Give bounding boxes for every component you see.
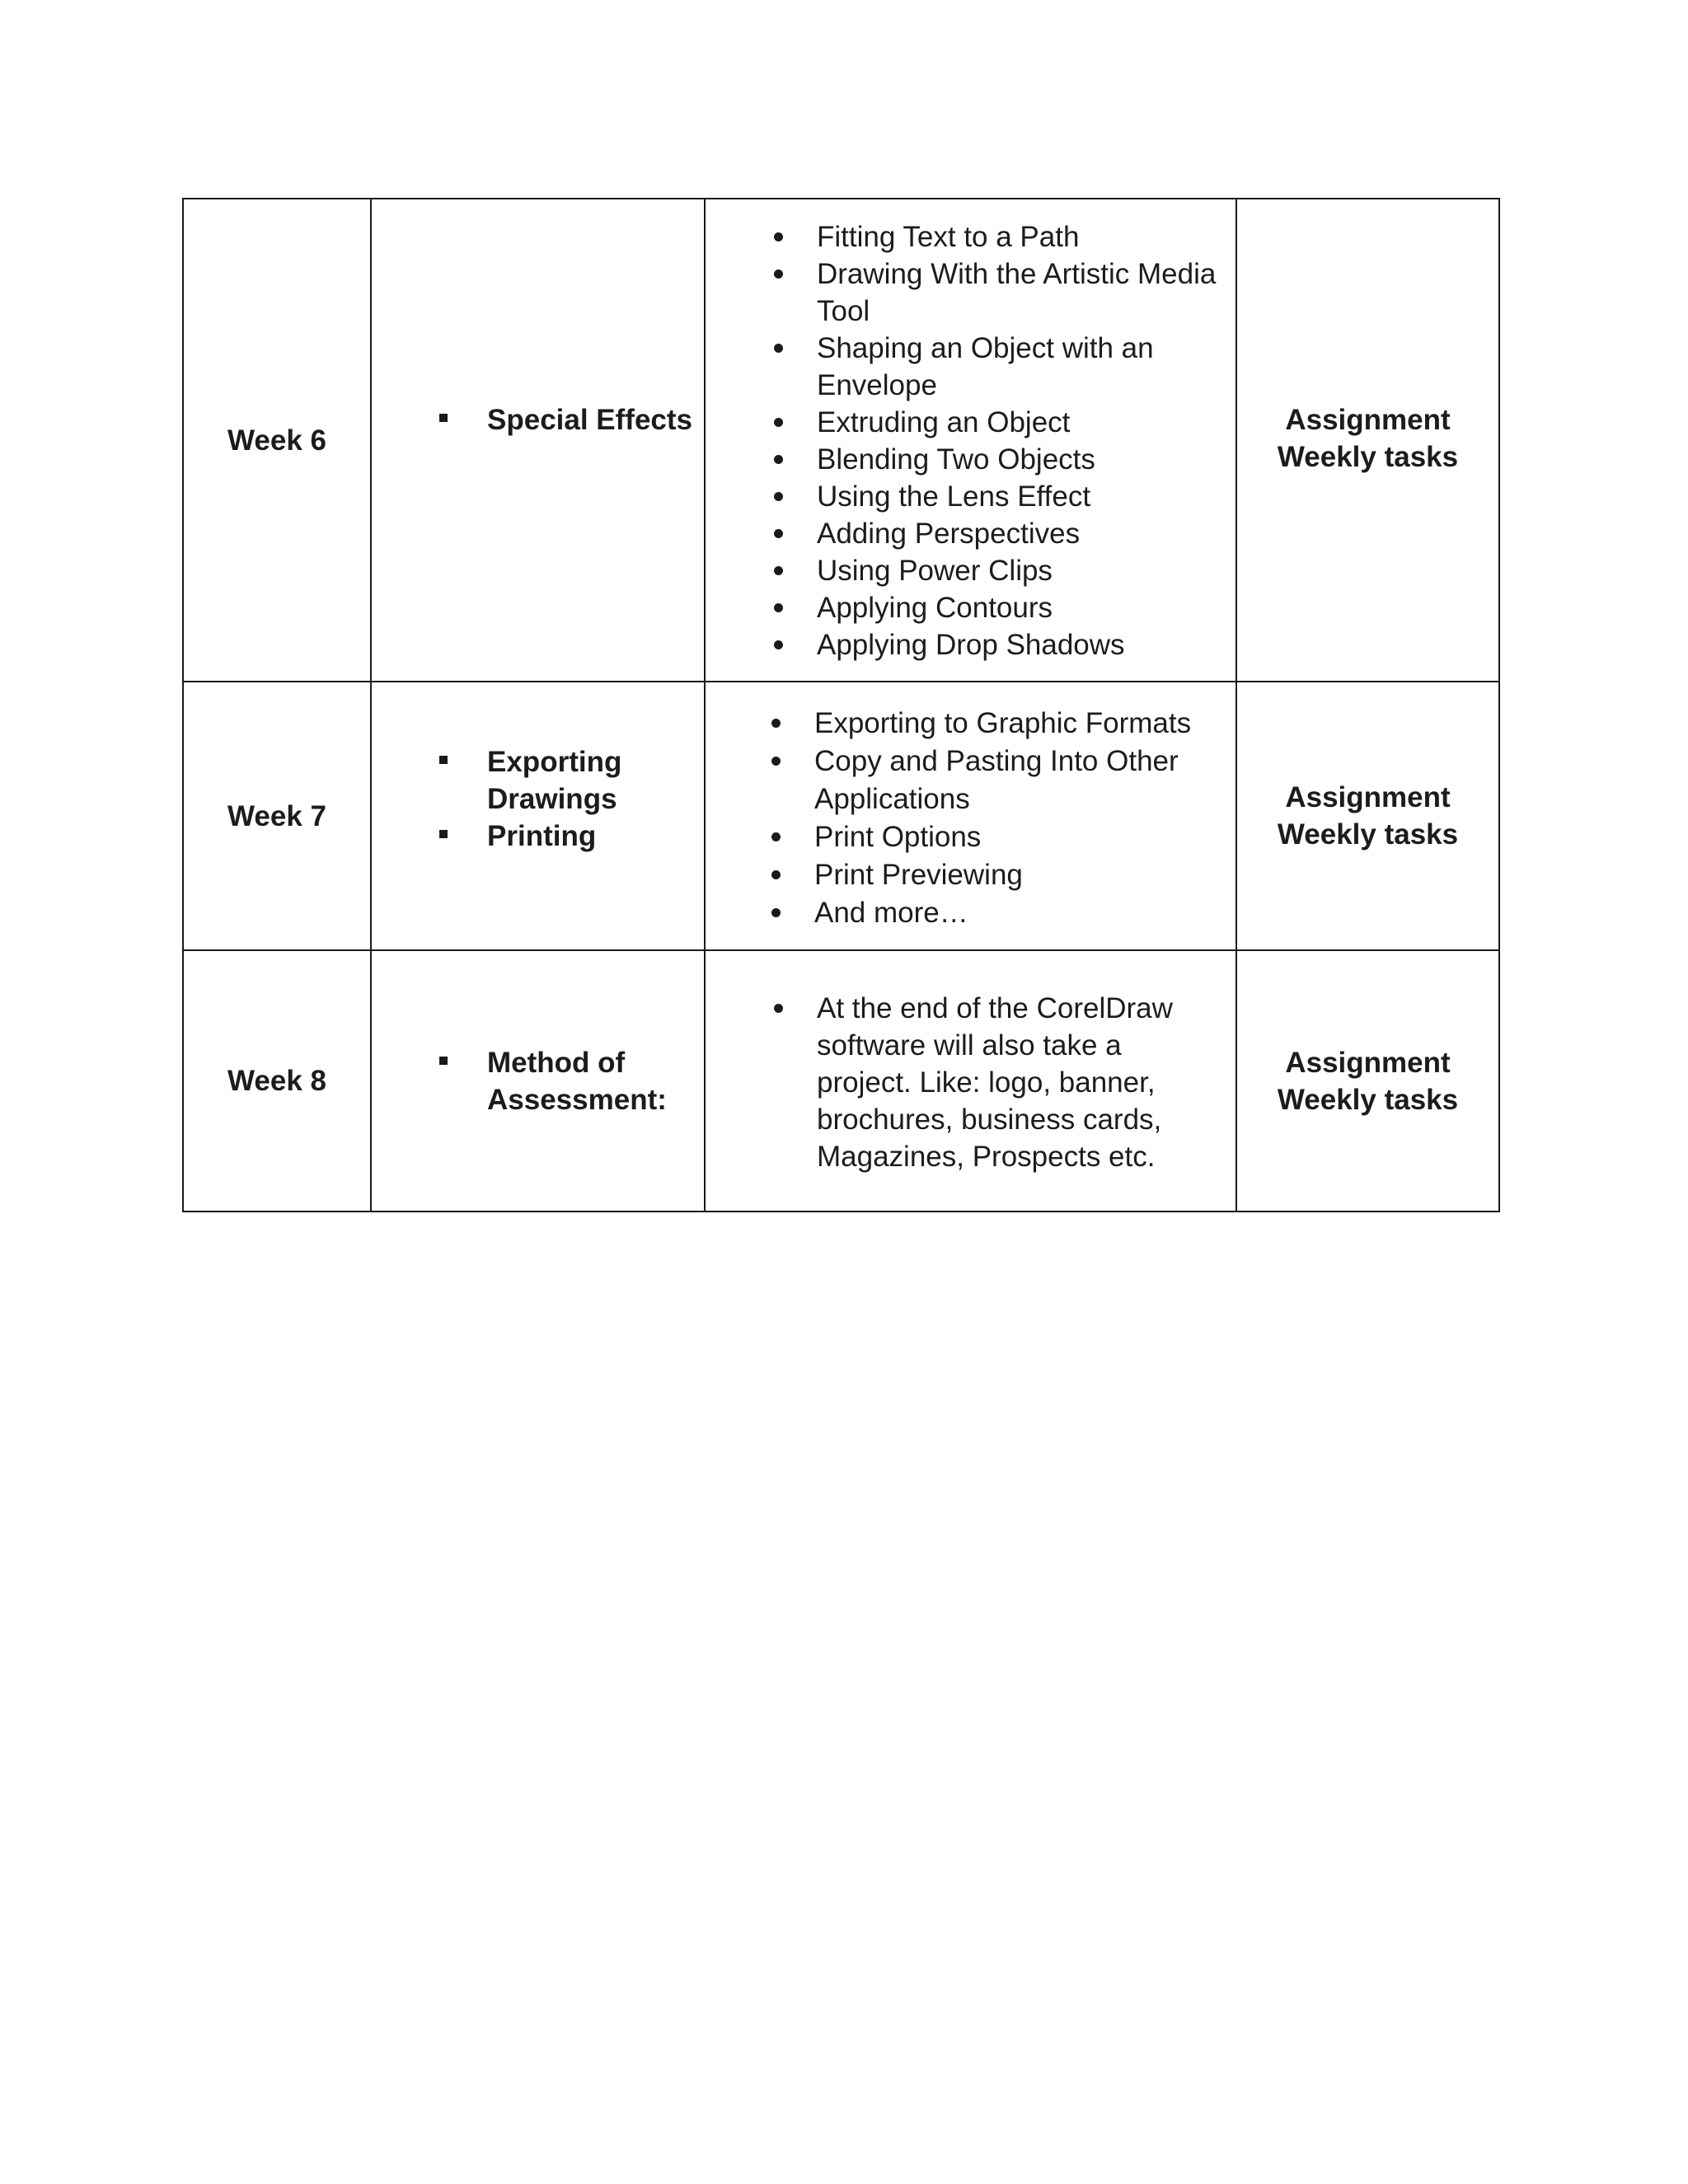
round-bullet-icon	[774, 529, 783, 538]
topics-list	[372, 1044, 704, 1118]
assessment-cell	[1236, 682, 1499, 950]
square-bullet-icon	[439, 756, 448, 764]
week-cell	[183, 199, 371, 682]
topics-cell	[371, 682, 705, 950]
round-bullet-icon	[774, 640, 783, 649]
round-bullet-icon	[771, 870, 781, 879]
list-item: Adding Perspectives	[769, 515, 1219, 552]
assessment-detail: Weekly tasks	[1277, 1083, 1459, 1116]
round-bullet-icon	[774, 344, 783, 353]
syllabus-table	[182, 198, 1500, 1212]
topics-list	[372, 401, 704, 438]
list-item: Exporting Drawings	[439, 743, 671, 818]
list-item: Drawing With the Artistic Media Tool	[769, 255, 1219, 330]
list-item: Method of Assessment:	[439, 1044, 663, 1118]
list-item: Using the Lens Effect	[769, 478, 1219, 515]
content-cell	[705, 682, 1236, 950]
list-item: And more…	[767, 894, 1203, 932]
round-bullet-icon	[771, 908, 781, 917]
square-bullet-icon	[439, 414, 448, 422]
list-item: Fitting Text to a Path	[769, 218, 1219, 255]
list-item: Copy and Pasting Into Other Applications	[767, 743, 1203, 818]
list-item: Applying Contours	[769, 589, 1219, 626]
assessment-detail: Weekly tasks	[1277, 818, 1459, 851]
week-label: Week 6	[227, 424, 326, 457]
list-item: Exporting to Graphic Formats	[767, 705, 1203, 743]
assessment-cell	[1236, 950, 1499, 1212]
table-row	[183, 199, 1499, 682]
list-item: Applying Drop Shadows	[769, 626, 1219, 663]
content-list	[706, 987, 1236, 1175]
list-item: Blending Two Objects	[769, 441, 1219, 478]
round-bullet-icon	[771, 832, 781, 841]
assessment-detail: Weekly tasks	[1277, 441, 1459, 473]
week-cell	[183, 950, 371, 1212]
assessment-cell	[1236, 199, 1499, 682]
content-cell	[705, 199, 1236, 682]
table-row	[183, 682, 1499, 950]
square-bullet-icon	[439, 830, 448, 838]
list-item: Shaping an Object with an Envelope	[769, 330, 1219, 404]
assessment-label: Assignment	[1285, 404, 1451, 436]
list-item: Print Previewing	[767, 856, 1203, 894]
list-item: Print Options	[767, 818, 1203, 856]
square-bullet-icon	[439, 1057, 448, 1065]
topics-list	[372, 743, 704, 855]
round-bullet-icon	[774, 566, 783, 575]
round-bullet-icon	[774, 232, 783, 241]
list-item: Using Power Clips	[769, 552, 1219, 589]
round-bullet-icon	[774, 418, 783, 427]
list-item: Printing	[439, 818, 671, 855]
round-bullet-icon	[774, 492, 783, 501]
content-cell	[705, 950, 1236, 1212]
topics-cell	[371, 199, 705, 682]
list-item: Extruding an Object	[769, 404, 1219, 441]
list-item: Special Effects	[439, 401, 704, 438]
content-list	[706, 217, 1236, 663]
week-label: Week 8	[227, 1065, 326, 1097]
round-bullet-icon	[771, 757, 781, 766]
list-item: At the end of the CorelDraw software will also take a project. Like: logo, banner, brochures, business cards, Magazines, Prospects etc.	[769, 990, 1217, 1175]
round-bullet-icon	[774, 603, 783, 612]
content-list	[706, 700, 1236, 932]
topics-cell	[371, 950, 705, 1212]
round-bullet-icon	[774, 269, 783, 279]
assessment-label: Assignment	[1285, 781, 1451, 813]
week-label: Week 7	[227, 799, 326, 832]
week-cell	[183, 682, 371, 950]
round-bullet-icon	[774, 455, 783, 464]
round-bullet-icon	[771, 719, 781, 728]
table-row	[183, 950, 1499, 1212]
assessment-label: Assignment	[1285, 1046, 1451, 1079]
round-bullet-icon	[774, 1004, 783, 1013]
